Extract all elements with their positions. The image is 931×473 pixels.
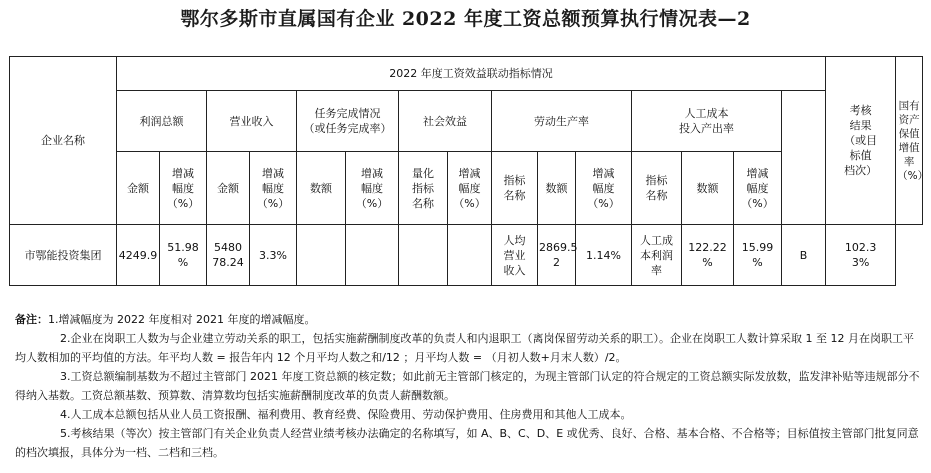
note-1-text: 1.增减幅度为 2022 年度相对 2021 年度的增减幅度。 <box>48 313 316 326</box>
hr-index-name-cell: 人工成 本利润 率 <box>632 225 682 286</box>
assessment-result-header: 考核 结果 （或目 标值 档次） <box>826 57 896 225</box>
social-change-header: 增减 幅度 （%） <box>448 152 492 225</box>
note-4: 4.人工成本总额包括从业人员工资报酬、福利费用、教育经费、保险费用、劳动保护费用、住房费用和其他人工成本。 <box>60 408 632 421</box>
revenue-amount-cell: 5480 78.24 <box>207 225 250 286</box>
labor-productivity-header: 劳动生产率 <box>492 91 632 152</box>
table-row <box>10 225 923 286</box>
page-title: 鄂尔多斯市直属国有企业 2022 年度工资总额预算执行情况表—2 <box>180 8 751 30</box>
social-index-cell <box>399 225 448 286</box>
table-category-row <box>10 91 923 152</box>
hr-count-header: 数额 <box>682 152 734 225</box>
revenue-change-header: 增减 幅度 （%） <box>250 152 297 225</box>
hr-change-cell: 15.99 % <box>734 225 782 286</box>
task-count-header: 数额 <box>297 152 346 225</box>
revenue-change-cell: 3.3% <box>250 225 297 286</box>
social-change-cell <box>448 225 492 286</box>
asset-preservation-rate-header: 国有 资产 保值 增值 率 （%） <box>896 57 923 225</box>
note-1 <box>15 310 920 329</box>
profit-change-cell: 51.98 % <box>160 225 207 286</box>
linkage-indicator-group-header: 2022 年度工资效益联动指标情况 <box>117 57 826 91</box>
assessment-result-cell: B <box>782 225 826 286</box>
task-count-cell <box>297 225 346 286</box>
note-3: 3.工资总额编制基数为不超过主管部门 2021 年度工资总额的核定数；如此前无主管部门核定的，为现主管部门认定的符合规定的工资总额实际发放数，监发津补贴等违规部分不得纳入基数。工资总额基数、预算数、清算数均包括实施薪酬制度改革的负责人薪酬数额。 <box>15 370 920 402</box>
labor-index-name-header: 指标 名称 <box>492 152 538 225</box>
wage-indicator-table <box>9 56 929 286</box>
company-name-header: 企业名称 <box>10 57 117 225</box>
profit-change-header: 增减 幅度 （%） <box>160 152 207 225</box>
labor-count-cell: 2869.5 2 <box>538 225 576 286</box>
labor-count-header: 数额 <box>538 152 576 225</box>
note-2: 2.企业在岗职工人数为与企业建立劳动关系的职工，包括实施薪酬制度改革的负责人和内退职工（离岗保留劳动关系的职工）。企业在岗职工人数计算采取 1 至 12 月在岗职工平均人数相加的平均值的方法。年平均人数 = 报告年内 12 个月平均人数之和/12 ；月平均人数 = （月初人数+月末人数）/2。 <box>15 332 914 364</box>
labor-change-cell: 1.14% <box>576 225 632 286</box>
labor-change-header: 增减 幅度 （%） <box>576 152 632 225</box>
social-index-name-header: 量化 指标 名称 <box>399 152 448 225</box>
labor-index-name-cell: 人均 营业 收入 <box>492 225 538 286</box>
profit-amount-header: 金额 <box>117 152 160 225</box>
notes-label: 备注： <box>15 313 48 326</box>
task-completion-header: 任务完成情况 （或任务完成率） <box>297 91 399 152</box>
table-header-row <box>10 57 923 91</box>
hr-change-header: 增减 幅度 （%） <box>734 152 782 225</box>
table-subheader-row <box>10 152 923 225</box>
asset-preservation-rate-cell: 102.3 3% <box>826 225 896 286</box>
profit-amount-cell: 4249.9 <box>117 225 160 286</box>
task-change-header: 增减 幅度 （%） <box>346 152 399 225</box>
operating-revenue-header: 营业收入 <box>207 91 297 152</box>
company-name-cell: 市鄂能投资集团 <box>10 225 117 286</box>
note-5: 5.考核结果（等次）按主管部门有关企业负责人经营业绩考核办法确定的名称填写，如 A、B、C、D、E 或优秀、良好、合格、基本合格、不合格等；目标值按主管部门批复同意的档次填报，具体分为一档、二档和三档。 <box>15 427 919 459</box>
profit-total-header: 利润总额 <box>117 91 207 152</box>
hr-count-cell: 122.22 % <box>682 225 734 286</box>
notes-section <box>15 310 920 462</box>
revenue-amount-header: 金额 <box>207 152 250 225</box>
labor-cost-output-ratio-header: 人工成本 投入产出率 <box>632 91 782 152</box>
task-change-cell <box>346 225 399 286</box>
hr-index-name-header: 指标 名称 <box>632 152 682 225</box>
social-benefit-header: 社会效益 <box>399 91 492 152</box>
